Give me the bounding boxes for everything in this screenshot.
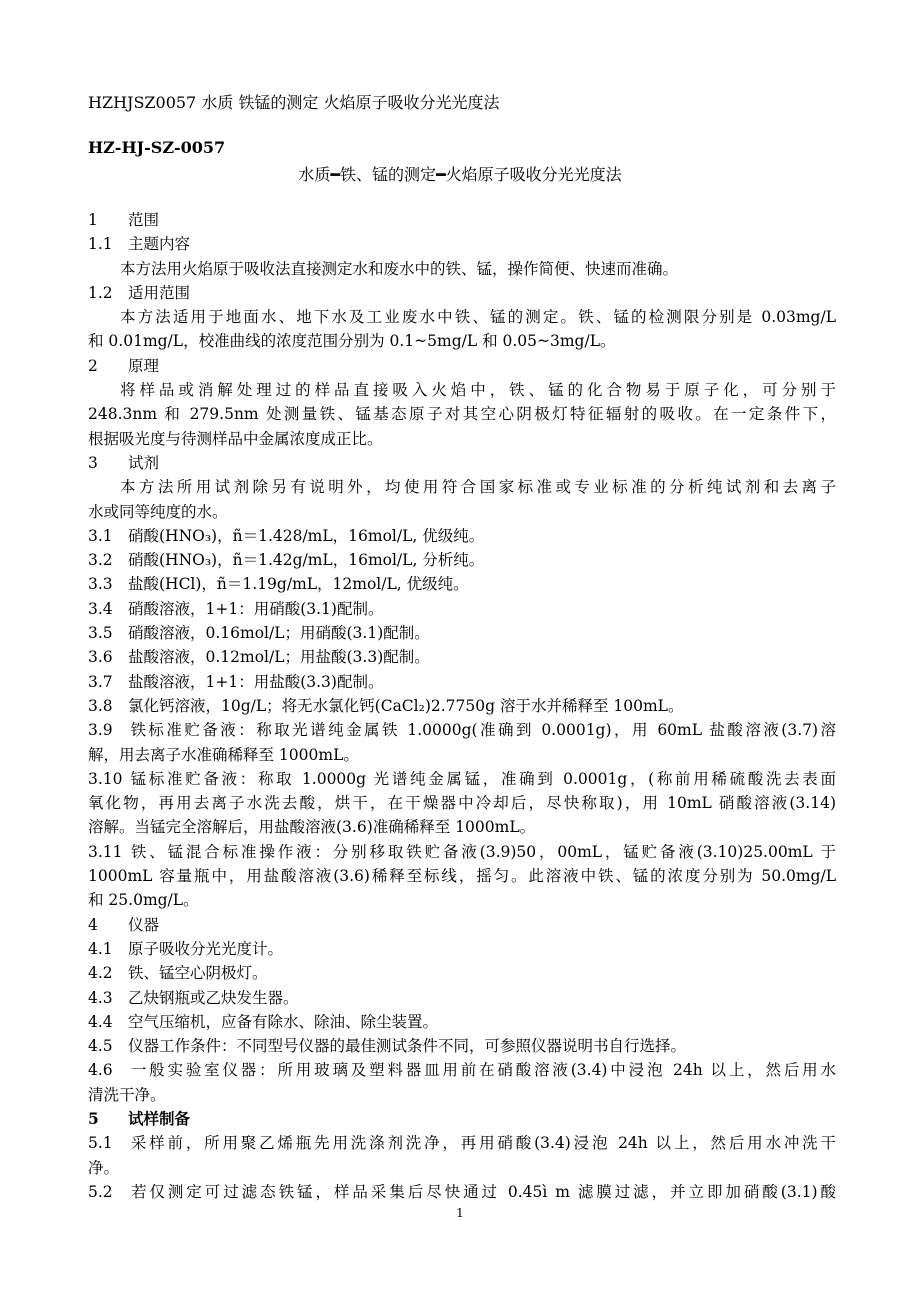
item-text: 硝酸(HNO₃)，ñ＝1.428/mL，16mol/L, 优级纯。	[128, 526, 485, 545]
item-number: 3.3	[88, 575, 113, 594]
section-heading	[88, 451, 836, 475]
section-title: 试剂	[128, 453, 160, 472]
section-title: 适用范围	[128, 283, 191, 302]
list-item	[88, 645, 836, 669]
document-title: HZHJSZ0057 水质 铁锰的测定 火焰原子吸收分光光度法	[88, 93, 500, 112]
item-number: 3.2	[88, 551, 113, 570]
item-number: 4.1	[88, 939, 113, 958]
paragraph-line: 本方法用火焰原于吸收法直接测定水和废水中的铁、锰，操作简便、快速而准确。	[120, 259, 679, 278]
section-title: 主题内容	[128, 235, 191, 254]
item-number: 5.2	[88, 1182, 113, 1201]
item-text: 乙炔钢瓶或乙炔发生器。	[128, 988, 299, 1007]
list-item	[88, 694, 836, 718]
list-item	[88, 597, 836, 621]
paragraph-line: 1000mL 容量瓶中，用盐酸溶液(3.6)稀释至标线，摇匀。此溶液中铁、锰的浓度分别为 50.0mg/L	[88, 867, 836, 886]
section-title: 试样制备	[128, 1108, 191, 1128]
paragraph-line: 清洗干净。	[88, 1085, 166, 1104]
list-item	[88, 767, 836, 791]
section-number: 5	[88, 1108, 99, 1128]
section-title: 范围	[128, 211, 160, 229]
paragraph-line: 解，用去离子水准确稀释至 1000mL。	[88, 745, 359, 764]
item-text: 盐酸(HCl)，ñ＝1.19g/mL，12mol/L, 优级纯。	[128, 575, 469, 594]
paragraph-line: 本方法所用试剂除另有说明外，均使用符合国家标准或专业标准的分析纯试剂和去离子	[120, 478, 836, 497]
item-number: 3.9	[88, 721, 113, 740]
item-text: 盐酸溶液，1+1：用盐酸(3.3)配制。	[128, 672, 384, 691]
item-text: 仪器工作条件：不同型号仪器的最佳测试条件不同，可参照仪器说明书自行选择。	[128, 1037, 687, 1056]
list-item	[88, 548, 836, 572]
item-text: 硝酸溶液，1+1：用硝酸(3.1)配制。	[128, 599, 384, 618]
item-text: 铁、锰空心阴极灯。	[128, 964, 268, 983]
paragraph-line: 溶解。当锰完全溶解后，用盐酸溶液(3.6)准确稀释至 1000mL。	[88, 818, 536, 837]
section-title: 原理	[128, 356, 160, 375]
item-text: 锰标准贮备液：称取 1.0000g 光谱纯金属锰，准确到 0.0001g，(称前用稀硫酸洗去表面	[128, 769, 836, 788]
paragraph-line: 和 25.0mg/L。	[88, 891, 199, 910]
item-text: 铁、锰混合标准操作液：分别移取铁贮备液(3.9)50，00mL，锰贮备液(3.10)25.00mL 于	[128, 842, 836, 861]
paragraph-line: 248.3nm 和 279.5nm 处测量铁、锰基态原子对其空心阴极灯特征辐射的吸收。在一定条件下，	[88, 405, 836, 424]
list-item	[88, 1034, 836, 1058]
item-number: 3.10	[88, 769, 123, 788]
item-text: 空气压缩机，应备有除水、除油、除尘装置。	[128, 1012, 439, 1031]
section-number: 1.1	[88, 235, 113, 254]
item-number: 3.7	[88, 672, 113, 691]
item-number: 3.11	[88, 842, 123, 861]
item-number: 3.1	[88, 526, 113, 545]
item-number: 3.6	[88, 648, 113, 667]
item-text: 若仅测定可过滤态铁锰，样品采集后尽快通过 0.45ì m 滤膜过滤，并立即加硝酸(3.1)酸	[128, 1182, 836, 1201]
list-item	[88, 937, 836, 961]
document-body	[88, 208, 836, 1204]
item-text: 铁标准贮备液：称取光谱纯金属铁 1.0000g(准确到 0.0001g)，用 60mL 盐酸溶液(3.7)溶	[128, 721, 836, 740]
page-number: 1	[456, 1206, 464, 1220]
list-item	[88, 1058, 836, 1082]
item-number: 5.1	[88, 1134, 113, 1153]
section-heading	[88, 1107, 836, 1131]
item-text: 原子吸收分光光度计。	[128, 939, 284, 958]
list-item	[88, 572, 836, 596]
item-number: 3.4	[88, 599, 113, 618]
item-number: 4.6	[88, 1061, 113, 1080]
item-text: 盐酸溶液，0.12mol/L；用盐酸(3.3)配制。	[128, 648, 430, 667]
item-text: 采样前，所用聚乙烯瓶先用洗涤剂洗净，再用硝酸(3.4)浸泡 24h 以上，然后用水冲洗干	[128, 1134, 836, 1153]
section-heading	[88, 913, 836, 937]
document-heading: 水质━铁、锰的测定━火焰原子吸收分光光度法	[298, 165, 622, 184]
paragraph-line: 净。	[88, 1158, 120, 1177]
section-heading	[88, 354, 836, 378]
item-text: 硝酸(HNO₃)，ñ＝1.42g/mL，16mol/L, 分析纯。	[128, 551, 485, 570]
item-number: 3.5	[88, 624, 113, 643]
item-number: 4.5	[88, 1037, 113, 1056]
list-item	[88, 718, 836, 742]
list-item	[88, 961, 836, 985]
section-heading	[88, 232, 836, 256]
list-item	[88, 524, 836, 548]
list-item	[88, 1010, 836, 1034]
item-text: 一般实验室仪器：所用玻璃及塑料器皿用前在硝酸溶液(3.4)中浸泡 24h 以上，然后用水	[128, 1061, 836, 1080]
item-number: 4.3	[88, 988, 113, 1007]
section-heading	[88, 208, 836, 232]
item-number: 4.2	[88, 964, 113, 983]
section-number: 4	[88, 915, 98, 934]
item-number: 4.4	[88, 1012, 113, 1031]
list-item	[88, 670, 836, 694]
list-item	[88, 840, 836, 864]
list-item	[88, 1131, 836, 1155]
paragraph-line: 水或同等纯度的水。	[88, 502, 228, 521]
item-text: 硝酸溶液，0.16mol/L；用硝酸(3.1)配制。	[128, 624, 430, 643]
list-item	[88, 1180, 836, 1204]
paragraph-line: 本方法适用于地面水、地下水及工业废水中铁、锰的测定。铁、锰的检测限分别是 0.03mg/L	[120, 308, 836, 327]
list-item	[88, 986, 836, 1010]
section-number: 1.2	[88, 283, 113, 302]
list-item	[88, 621, 836, 645]
section-number: 2	[88, 356, 98, 375]
section-number: 3	[88, 453, 98, 472]
section-heading	[88, 281, 836, 305]
section-number: 1	[88, 211, 98, 229]
document-code: HZ-HJ-SZ-0057	[88, 138, 226, 157]
item-text: 氯化钙溶液，10g/L；将无水氯化钙(CaCl₂)2.7750g 溶于水并稀释至 100mL。	[128, 696, 684, 715]
item-number: 3.8	[88, 696, 113, 715]
paragraph-line: 和 0.01mg/L，校准曲线的浓度范围分别为 0.1~5mg/L 和 0.05~3mg/L。	[88, 332, 616, 351]
paragraph-line: 氧化物，再用去离子水洗去酸，烘干，在干燥器中冷却后，尽快称取)，用 10mL 硝酸溶液(3.14)	[88, 794, 836, 813]
section-title: 仪器	[128, 915, 160, 934]
paragraph-line: 将样品或消解处理过的样品直接吸入火焰中，铁、锰的化合物易于原子化，可分别于	[120, 381, 836, 400]
paragraph-line: 根据吸光度与待测样品中金属浓度成正比。	[88, 429, 383, 448]
